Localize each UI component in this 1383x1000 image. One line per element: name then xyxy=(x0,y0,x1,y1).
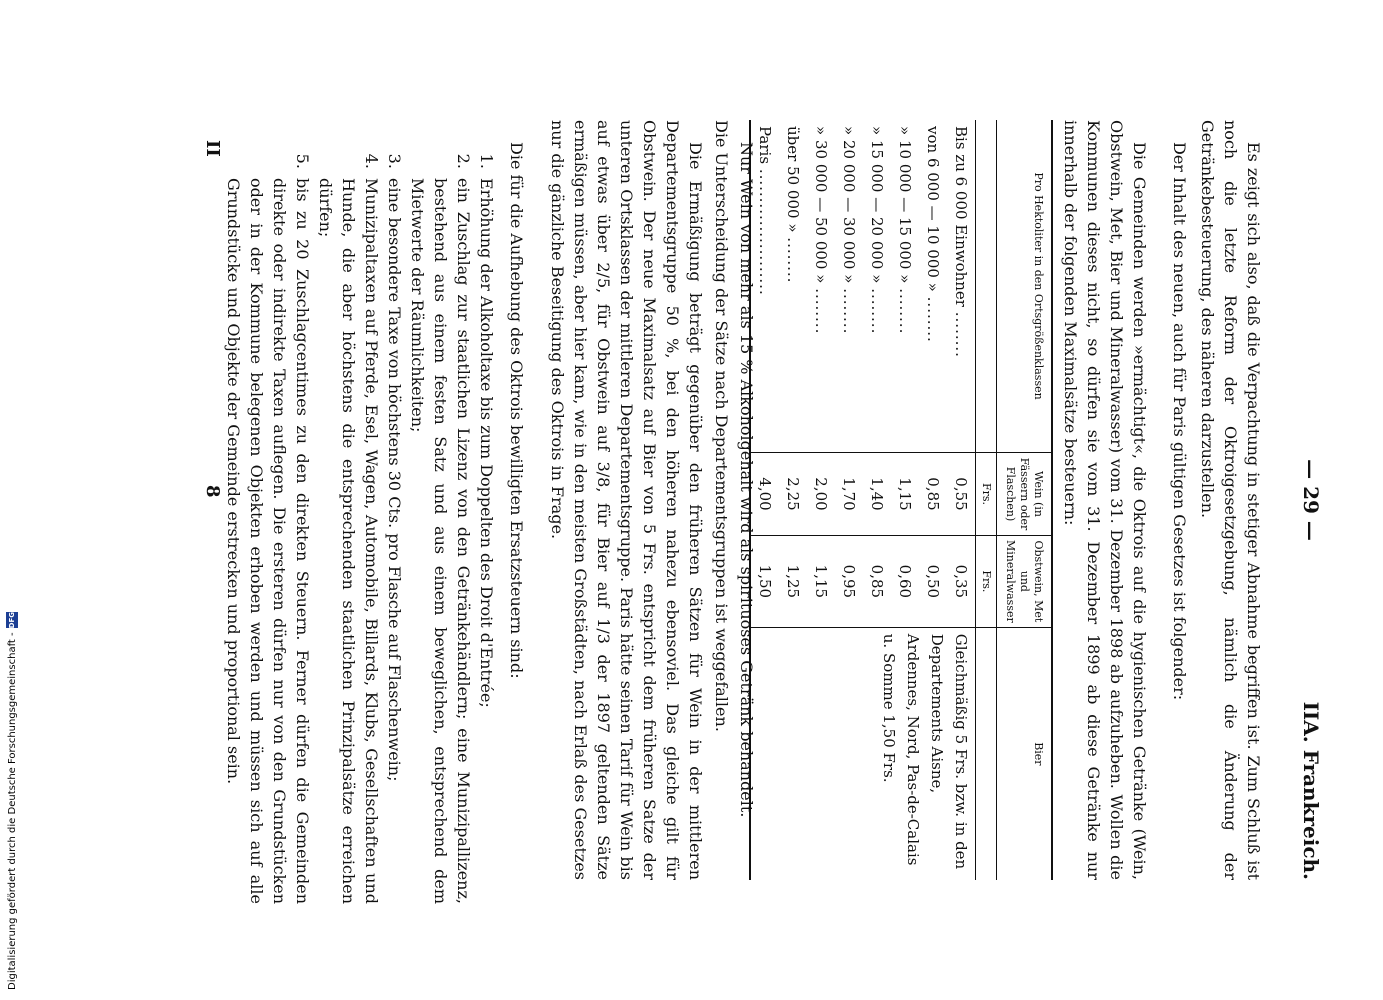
replacement-tax-list xyxy=(222,150,498,904)
table-cell-class: Paris ...................... xyxy=(756,126,774,296)
table-cell-wein: 0,85 xyxy=(919,453,947,536)
table-cell-class: » 10 000 — 15 000 » ........ xyxy=(896,126,914,335)
paragraph-law-intro: Der Inhalt des neuen, auch für Paris gültigen Gesetzes ist folgender: xyxy=(1170,142,1189,701)
table-cell-wein: 2,00 xyxy=(807,453,835,536)
table-cell-obstwein: 0,35 xyxy=(947,536,976,628)
table-cell-obstwein: 0,50 xyxy=(919,536,947,628)
table-cell-wein: 4,00 xyxy=(750,453,779,536)
table-row xyxy=(947,120,976,880)
dfg-logo: DFG xyxy=(8,612,16,629)
table-cell-class: über 50 000 » ........ xyxy=(784,126,802,284)
page-header xyxy=(1293,120,1323,880)
table-unit-wein: Frs. xyxy=(976,453,997,536)
paragraph-intro: Es zeigt sich also, daß die Verpachtung in stetiger Abnahme begriffen ist. Zum Schluß ist noch die letzte Reform der Oktroigesetzgebung, nämlich die Änderung der Getränkebesteuerung, des näheren darzustellen. xyxy=(1198,120,1263,880)
table-units-row xyxy=(976,120,997,880)
table-cell-obstwein: 0,85 xyxy=(863,536,891,628)
table-cell-wein: 1,15 xyxy=(891,453,919,536)
table-header-wein: Wein (in Fässern oder Flaschen) xyxy=(997,453,1053,536)
table-cell-wein: 2,25 xyxy=(779,453,807,536)
table-cell-class: » 20 000 — 30 000 » ........ xyxy=(840,126,858,335)
list-item: 1. Erhöhung der Alkoholtaxe bis zum Doppelten des Droit d'Entrée; xyxy=(475,174,498,904)
page-footer xyxy=(193,120,223,880)
digitization-credit xyxy=(3,590,21,990)
table-cell-class: von 6 000 — 10 000 » ........ xyxy=(924,126,942,343)
table-cell-wein: 0,55 xyxy=(947,453,976,536)
table-header-bier: Bier xyxy=(997,627,1053,880)
table-cell-bier: Gleichmäßig 5 Frs. bzw. in den Departements Aisne, Ardennes, Nord, Pas-de-Calais u. Somme 1,50 Frs. xyxy=(750,627,976,880)
page-number: — 29 — xyxy=(1299,459,1323,541)
tax-rate-table xyxy=(749,120,1053,880)
table-cell-class: » 30 000 — 50 000 » ........ xyxy=(812,126,830,335)
paragraph-reduction: Die Ermäßigung beträgt gegenüber den früheren Sätzen für Wein in der mittleren Departementsgruppe 50 %, bei den höheren nahezu ebensoviel. Das gleiche gilt für Obstwein. Der neue Maximalsatz auf Bier von 5 Frs. entspricht dem früheren Satze der unteren Ortsklassen der mittleren Departementsgruppe. Paris hätte seinen Tarif für Wein bis auf etwas über 2/5, für Obstwein auf 3/8, für Bier auf 1/3 der 1897 geltenden Sätze ermäßigen müssen, aber hier kam, wie in den meisten Großstädten, nach Erlaß des Gesetzes nur die gänzliche Beseitigung des Oktrois in Frage. xyxy=(548,120,705,880)
paragraph-replacement-taxes: Die für die Aufhebung des Oktrois bewilligten Ersatzsteuern sind: xyxy=(507,142,526,679)
table-cell-class: » 15 000 — 20 000 » ........ xyxy=(868,126,886,335)
list-item: 3. eine besondere Taxe von höchstens 30 Cts. pro Flasche auf Flaschenwein; xyxy=(383,174,406,904)
table-cell-class: Bis zu 6 000 Einwohner ........ xyxy=(952,126,970,358)
table-cell-obstwein: 1,15 xyxy=(807,536,835,628)
table-unit-obstwein: Frs. xyxy=(976,536,997,628)
table-cell-obstwein: 0,95 xyxy=(835,536,863,628)
list-item: 2. ein Zuschlag zur staatlichen Lizenz von den Getränkehändlern; eine Munizipallizenz, bestehend aus einem festen Satz und aus einem beweglichen, entsprechend dem Mietwerte der Räumlichkeiten; xyxy=(406,174,475,904)
paragraph-alcohol-note: Nur Wein von mehr als 15 % Alkoholgehalt wird als spirituoses Getränk behandelt. xyxy=(737,142,756,818)
table-unit-bier-blank xyxy=(976,627,997,880)
table-cell-obstwein: 0,60 xyxy=(891,536,919,628)
list-item: 5. bis zu 20 Zuschlagcentimes zu den direkten Steuern. Ferner dürfen die Gemeinden direkte oder indirekte Taxen auflegen. Die ersteren dürfen nur von den Grundstücken oder in der Kommune belegenen Objekten erhoben werden und müssen sich auf alle Grundstücke und Objekte der Gemeinde erstrecken und proportional sein. xyxy=(222,174,314,904)
table-header-obstwein: Obstwein, Met und Mineralwasser xyxy=(997,536,1053,628)
digitization-credit-text: Digitalisierung gefördert durch die Deutsche Forschungsgemeinschaft - xyxy=(6,632,18,990)
table-header-class: Pro Hektoliter in den Ortsgrößenklassen xyxy=(997,120,1053,453)
table-unit-blank xyxy=(976,120,997,453)
paragraph-law-content: Die Gemeinden werden »ermächtigt«, die Oktrois auf die hygienischen Getränke (Wein, Obstwein, Met, Bier und Mineralwasser) vom 31. Dezember 1898 ab aufzuheben. Wollen die Kommunen dieses nicht, so dürfen sie vom 31. Dezember 1899 ab diese Getränke nur innerhalb der folgenden Maximalsätze besteuern: xyxy=(1061,120,1149,880)
paragraph-groups-note: Die Unterscheidung der Sätze nach Departementsgruppen ist weggefallen. xyxy=(712,120,731,732)
table-cell-wein: 1,70 xyxy=(835,453,863,536)
table-cell-obstwein: 1,50 xyxy=(750,536,779,628)
footer-sheet-number: 8 xyxy=(202,485,223,498)
table-cell-obstwein: 1,25 xyxy=(779,536,807,628)
section-title: IIA. Frankreich. xyxy=(1299,701,1323,880)
list-item: 4. Munizipaltaxen auf Pferde, Esel, Wagen, Automobile, Billards, Klubs, Gesellschaften und Hunde, die aber höchstens die entsprechenden staatlichen Prinzipalsätze erreichen dürfen; xyxy=(314,174,383,904)
table-cell-wein: 1,40 xyxy=(863,453,891,536)
footer-signature: II xyxy=(202,140,223,157)
